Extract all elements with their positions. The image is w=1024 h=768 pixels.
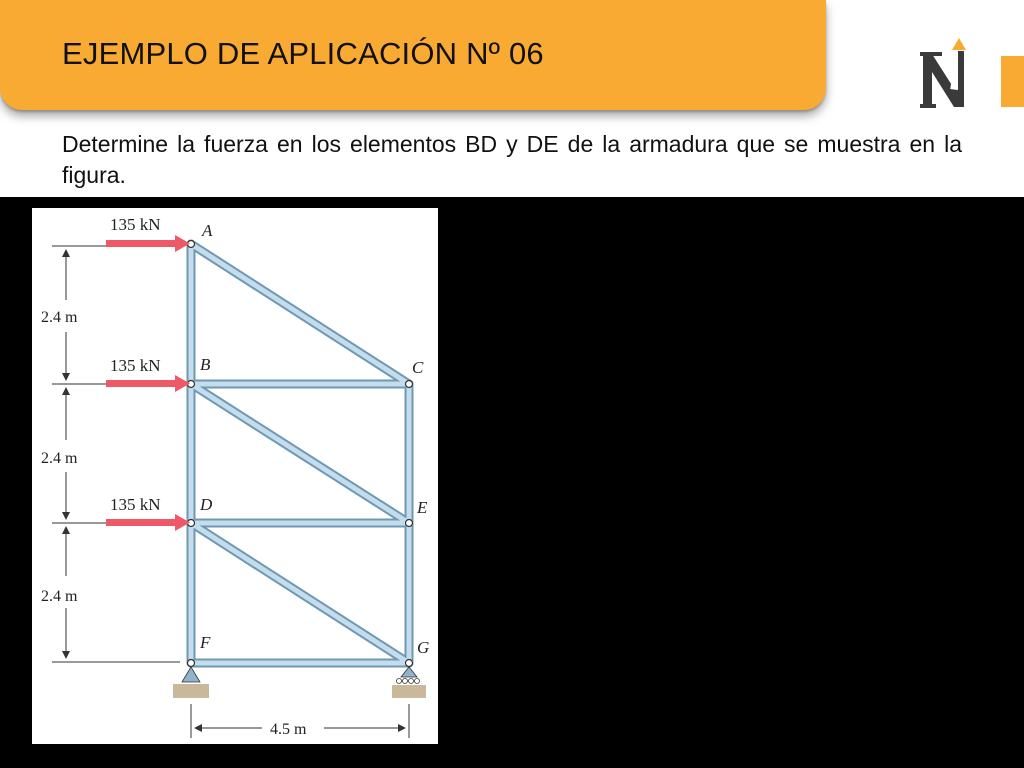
load-label-b: 135 kN — [110, 356, 161, 375]
node-label-e: E — [417, 498, 428, 517]
node-label-c: C — [412, 358, 424, 377]
logo-icon — [918, 30, 978, 110]
truss-members — [191, 244, 409, 663]
title-bar — [0, 0, 826, 110]
node-label-d: D — [200, 495, 213, 514]
height-label-ab: 2.4 m — [41, 309, 78, 326]
node-label-f: F — [200, 633, 211, 652]
node-label-b: B — [200, 355, 211, 374]
height-label-bd: 2.4 m — [41, 450, 78, 467]
width-label-fg: 4.5 m — [270, 721, 307, 738]
roller-support — [392, 667, 426, 698]
load-label-a: 135 kN — [110, 215, 161, 234]
node-label-g: G — [417, 638, 430, 657]
node-label-a: A — [202, 221, 213, 240]
problem-statement: Determine la fuerza en los elementos BD y DE de la armadura que se muestra en la figura. — [62, 131, 962, 188]
load-arrows — [106, 235, 190, 531]
load-label-d: 135 kN — [110, 495, 161, 514]
logo-accent-bar — [1001, 56, 1024, 107]
truss-figure — [32, 208, 438, 744]
pin-support — [173, 667, 209, 698]
height-label-df: 2.4 m — [41, 588, 78, 605]
slide-title: EJEMPLO DE APLICACIÓN Nº 06 — [62, 36, 544, 71]
